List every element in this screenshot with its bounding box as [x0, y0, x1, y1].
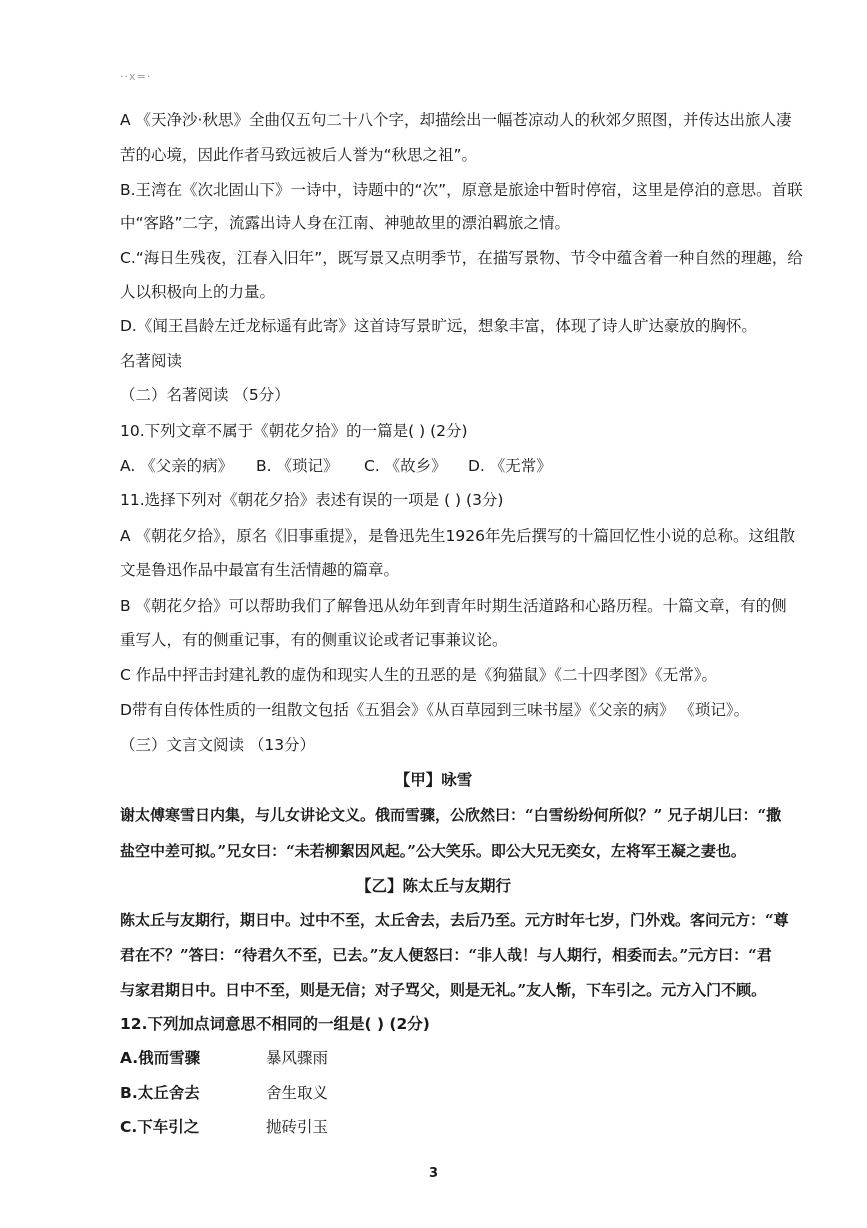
passage-yi-line-3: 与家君期日中。日中不至，则是无信；对子骂父，则是无礼。”友人惭，下车引之。元方入门不顾。: [120, 981, 767, 999]
section2-title: （二）名著阅读 （5分）: [120, 386, 290, 404]
q10-option-c: C. 《故乡》: [364, 457, 447, 475]
option-a-line-2: 苦的心境，因此作者马致远被后人誉为“秋思之祖”。: [120, 146, 478, 164]
option-b-line-1: B.王湾在《次北固山下》一诗中，诗题中的“次”，原意是旅途中暂时停宿，这里是停泊的意思。首联: [120, 181, 803, 199]
q12-row-a-right: 暴风骤雨: [266, 1049, 329, 1067]
q11-stem: 11.选择下列对《朝花夕拾》表述有误的一项是 ( ) (3分): [120, 491, 504, 509]
passage-jia-title: 【甲】咏雪: [394, 770, 473, 789]
q11-d-line: D带有自传体性质的一组散文包括《五猖会》《从百草园到三味书屋》《父亲的病》 《琐记》。: [120, 701, 750, 719]
section3-title: （三）文言文阅读 （13分）: [120, 736, 316, 754]
q10-option-a: A. 《父亲的病》: [120, 457, 234, 475]
q10-option-b: B. 《琐记》: [256, 457, 339, 475]
passage-yi-line-2: 君在不？”答曰：“待君久不至，已去。”友人便怒曰：“非人哉！与人期行，相委而去。”元方曰：“君: [120, 946, 772, 964]
q10-option-d: D. 《无常》: [468, 457, 552, 475]
q12-row-c-left: C.下车引之: [120, 1118, 200, 1136]
q11-a-line-1: A 《朝花夕拾》，原名《旧事重提》，是鲁迅先生1926年先后撰写的十篇回忆性小说的总称。这组散: [120, 527, 795, 545]
passage-jia-line-2: 盐空中差可拟。”兄女曰：“未若柳絮因风起。”公大笑乐。即公大兄无奕女，左将军王凝之妻也。: [120, 842, 746, 860]
q12-stem: 12.下列加点词意思不相同的一组是( ) (2分): [120, 1015, 430, 1033]
q11-b-line-1: B 《朝花夕拾》可以帮助我们了解鲁迅从幼年到青年时期生活道路和心路历程。十篇文章，有的侧: [120, 597, 787, 615]
option-b-line-2: 中“客路”二字，流露出诗人身在江南、神驰故里的漂泊羁旅之情。: [120, 214, 571, 232]
q12-row-c-right: 抛砖引玉: [266, 1118, 329, 1136]
q12-row-b-right: 舍生取义: [266, 1084, 329, 1102]
page-number: 3: [428, 1166, 439, 1181]
q12-row-b-left: B.太丘舍去: [120, 1084, 200, 1102]
q10-stem: 10.下列文章不属于《朝花夕拾》的一篇是( ) (2分): [120, 422, 468, 440]
q11-a-line-2: 文是鲁迅作品中最富有生活情趣的篇章。: [120, 561, 400, 579]
header-mark: ··x=·: [120, 70, 152, 83]
option-a-line-1: A 《天净沙·秋思》全曲仅五句二十八个字，却描绘出一幅苍凉动人的秋郊夕照图，并传达出旅人凄: [120, 111, 792, 129]
passage-yi-title: 【乙】陈太丘与友期行: [355, 876, 511, 895]
heading-mingzhu: 名著阅读: [120, 352, 183, 370]
passage-yi-line-1: 陈太丘与友期行，期日中。过中不至，太丘舍去，去后乃至。元方时年七岁，门外戏。客问元方：“尊: [120, 911, 789, 929]
option-c-line-2: 人以积极向上的力量。: [120, 283, 276, 301]
option-c-line-1: C.“海日生残夜，江春入旧年”，既写景又点明季节，在描写景物、节令中蕴含着一种自然的理趣，给: [120, 249, 803, 267]
q11-b-line-2: 重写人，有的侧重记事，有的侧重议论或者记事兼议论。: [120, 631, 508, 649]
q11-c-line: C 作品中抨击封建礼教的虚伪和现实人生的丑恶的是《狗猫鼠》《二十四孝图》《无常》。: [120, 666, 718, 684]
option-d-line: D.《闻王昌龄左迁龙标遥有此寄》这首诗写景旷远，想象丰富，体现了诗人旷达豪放的胸怀。: [120, 317, 757, 335]
passage-jia-line-1: 谢太傅寒雪日内集，与儿女讲论文义。俄而雪骤，公欣然曰：“白雪纷纷何所似？” 兄子胡儿曰：“撒: [120, 806, 782, 824]
q12-row-a-left: A.俄而雪骤: [120, 1049, 201, 1067]
